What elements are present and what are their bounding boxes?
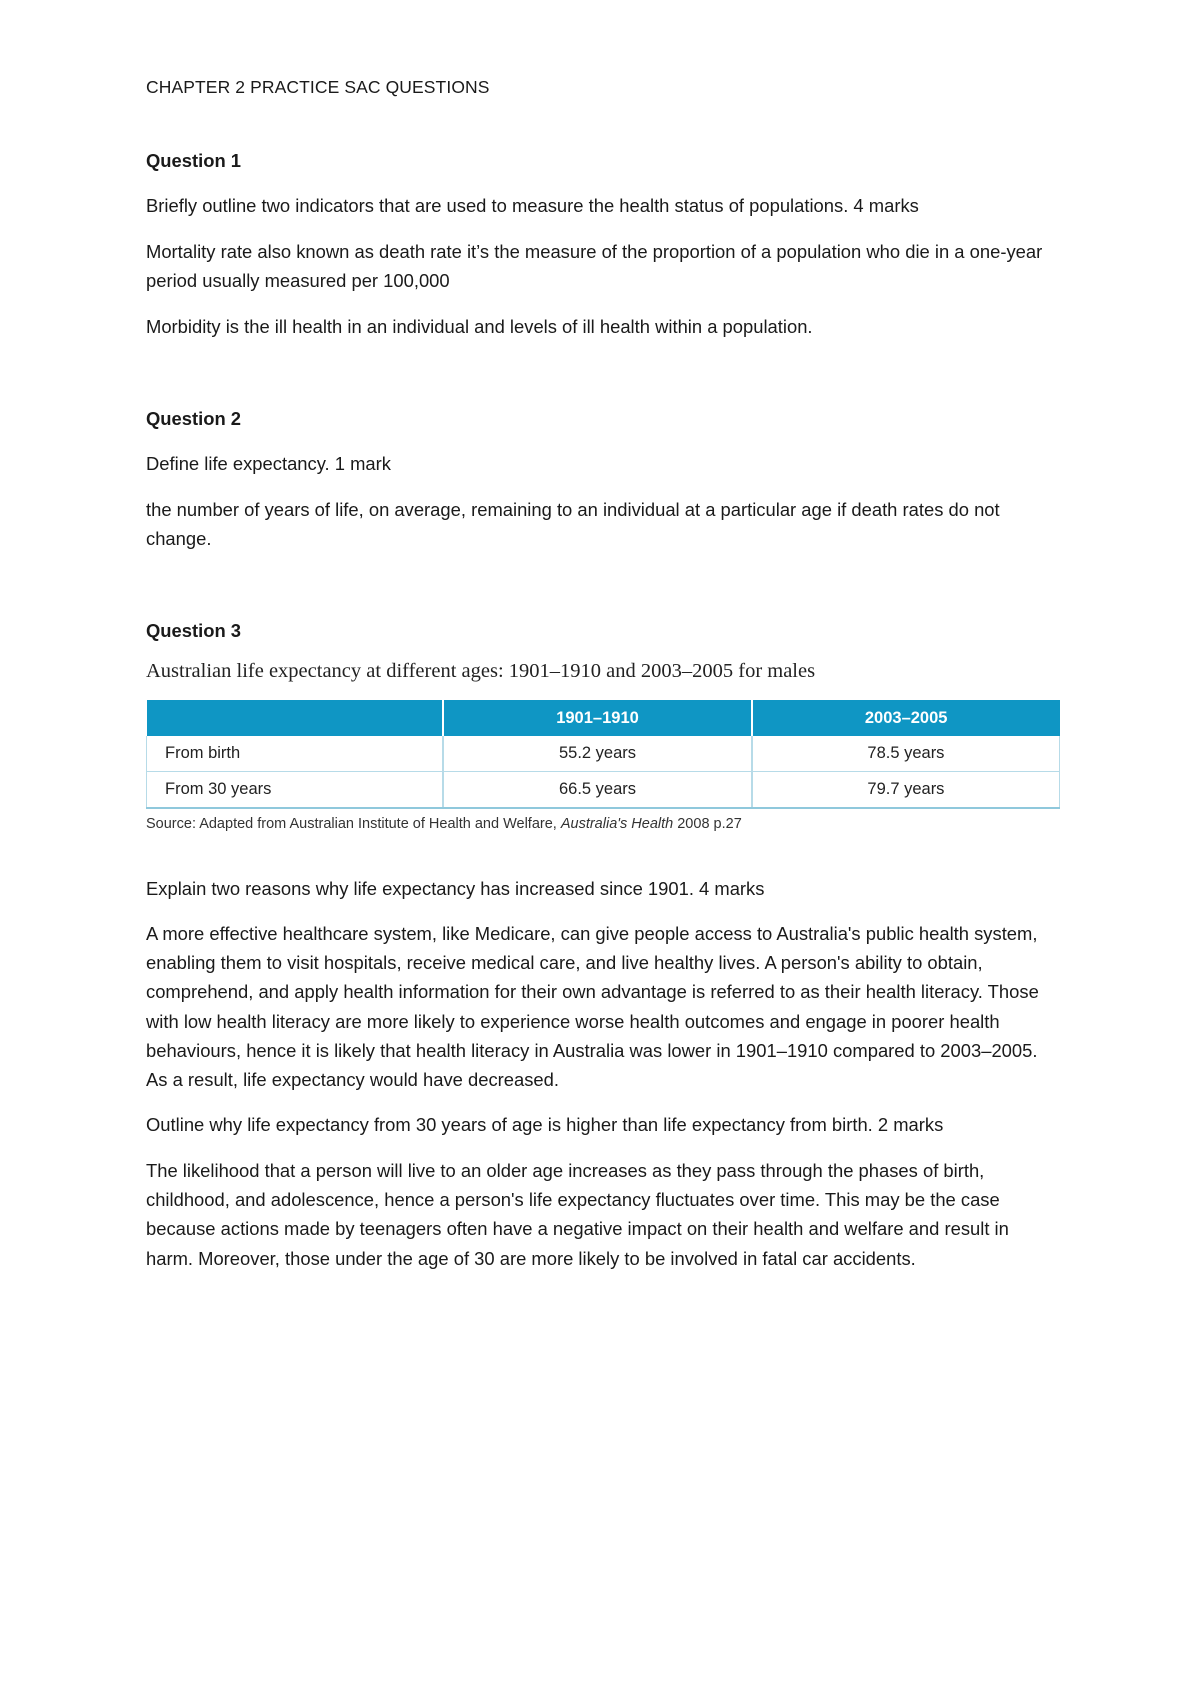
question-3-prompt-1: Explain two reasons why life expectancy has increased since 1901. 4 marks xyxy=(146,878,765,899)
question-1-prompt: Briefly outline two indicators that are used to measure the health status of populations. 4 marks xyxy=(146,195,919,216)
question-2-heading: Question 2 xyxy=(146,408,242,429)
table-caption: Australian life expectancy at different ages: 1901–1910 and 2003–2005 for males xyxy=(146,660,816,682)
table-row-label: From birth xyxy=(147,736,444,772)
table-row xyxy=(147,736,1060,772)
table-source-note xyxy=(146,816,742,832)
question-2-prompt: Define life expectancy. 1 mark xyxy=(146,453,391,474)
source-suffix: 2008 p.27 xyxy=(673,816,742,832)
table-cell: 79.7 years xyxy=(752,772,1060,809)
table-header-cell: 2003–2005 xyxy=(752,700,1060,736)
table-row xyxy=(147,772,1060,809)
document-title: CHAPTER 2 PRACTICE SAC QUESTIONS xyxy=(146,77,490,97)
question-3-answer-2: The likelihood that a person will live to an older age increases as they pass through the phases of birth, childhood, and adolescence, hence a person's life expectancy fluctuates over time. This may be the case because actions made by teenagers often have a negative impact on their health and welfare and result in harm. Moreover, those under the age of 30 are more likely to be involved in fatal car accidents. xyxy=(146,1160,1009,1269)
question-3-heading: Question 3 xyxy=(146,620,242,641)
question-1-heading: Question 1 xyxy=(146,150,242,171)
table-cell: 66.5 years xyxy=(443,772,752,809)
question-3-answer-1: A more effective healthcare system, like Medicare, can give people access to Australia's public health system, enabling them to visit hospitals, receive medical care, and live healthy lives. A person's ability to obtain, comprehend, and apply health information for their own advantage is referred to as their health literacy. Those with low health literacy are more likely to experience worse health outcomes and engage in poorer health behaviours, hence it is likely that health literacy in Australia was lower in 1901–1910 compared to 2003–2005. As a result, life expectancy would have decreased. xyxy=(146,923,1039,1091)
source-prefix: Source: Adapted from Australian Institute of Health and Welfare, xyxy=(146,816,561,832)
table-header-cell xyxy=(147,700,444,736)
table-cell: 55.2 years xyxy=(443,736,752,772)
life-expectancy-table xyxy=(146,700,1060,809)
source-publication: Australia's Health xyxy=(560,816,674,832)
question-1-answer-morbidity: Morbidity is the ill health in an individual and levels of ill health within a population. xyxy=(146,316,813,337)
question-3-prompt-2: Outline why life expectancy from 30 years of age is higher than life expectancy from birth. 2 marks xyxy=(146,1114,944,1135)
table-cell: 78.5 years xyxy=(752,736,1060,772)
table-header-cell: 1901–1910 xyxy=(443,700,752,736)
table-header-row xyxy=(147,700,1060,736)
question-2-answer: the number of years of life, on average, remaining to an individual at a particular age if death rates do not change. xyxy=(146,499,1000,550)
table-row-label: From 30 years xyxy=(147,772,444,809)
question-1-answer-mortality: Mortality rate also known as death rate it’s the measure of the proportion of a population who die in a one-year period usually measured per 100,000 xyxy=(146,241,1043,292)
